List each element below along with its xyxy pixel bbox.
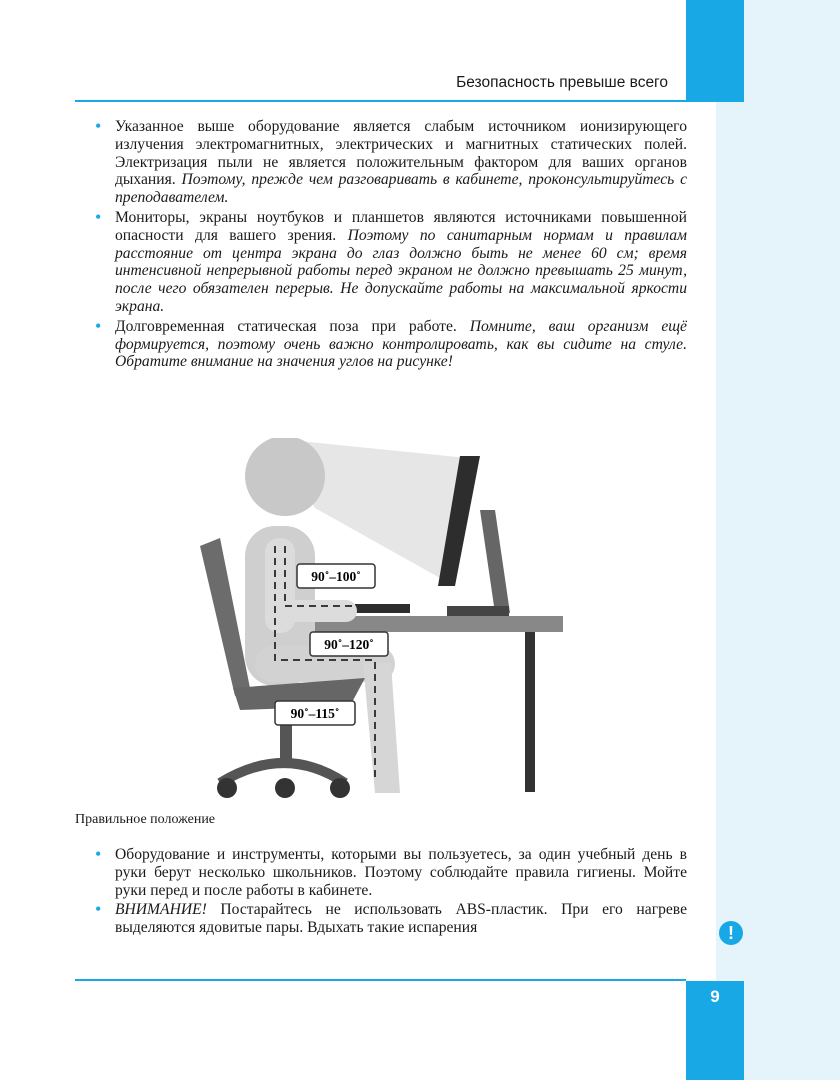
bullet-list-bottom [95, 846, 687, 939]
header-rule [75, 100, 686, 102]
chair-wheel [217, 778, 237, 798]
chair-wheel [330, 778, 350, 798]
head-shape [245, 438, 325, 516]
bullet-text: Долговременная статическая поза при работе. [115, 317, 470, 335]
bullet-list-top [95, 118, 687, 373]
posture-illustration [195, 438, 575, 808]
chair-wheel [275, 778, 295, 798]
top-tab [686, 0, 744, 102]
chair-back [200, 538, 250, 696]
list-item [95, 209, 687, 316]
monitor-stand [480, 510, 510, 613]
bullet-italic-text: Поэтому по санитарным нормам и правилам расстояние от центра экрана до глаз должно быть не менее 60 см; время интенсивной непрерывной работы перед экраном не должно превышать 25 минут, после чего обязателен перерыв. Не допускайте работы на максимальной яркости экрана. [115, 226, 687, 315]
list-item [95, 118, 687, 207]
knee-angle-label: 90˚–115˚ [290, 706, 340, 721]
bullet-text: Оборудование и инструменты, которыми вы пользуетесь, за один учебный день в руки берут несколько школьников. Поэтому соблюдайте правила гигиены. Мойте руки перед и после работы в кабинете. [115, 846, 687, 899]
hip-angle-label: 90˚–120˚ [324, 637, 374, 652]
lower-leg-shape [363, 663, 400, 793]
list-item [95, 318, 687, 371]
page-number-tab [686, 981, 744, 1080]
list-item [95, 901, 687, 937]
bullet-text: Указанное выше оборудование является слабым источником ионизирующего излучения электромагнитных, электрических и магнитных статических полей. Электризация пыли не является положительным фактором для ваших органов дыхания. [115, 118, 687, 189]
exclamation-icon: ! [719, 921, 743, 945]
elbow-angle-label: 90˚–100˚ [311, 569, 361, 584]
forearm-shape [275, 600, 357, 622]
page-header-title: Безопасность превыше всего [456, 74, 668, 91]
bullet-italic-text: Помните, ваш организм ещё формируется, поэтому очень важно контролировать, как вы сидите на стуле. Обратите внимание на значения углов на рисунке! [115, 317, 687, 371]
bullet-text: Мониторы, экраны ноутбуков и планшетов являются источниками повышенной опасности для вашего зрения. [115, 208, 687, 244]
monitor-base [447, 606, 509, 616]
warning-label: ВНИМАНИЕ! [115, 901, 207, 919]
figure-caption: Правильное положение [75, 812, 216, 827]
bullet-text: Постарайтесь не использовать ABS-пластик. При его нагреве выделяются ядовитые пары. Вдыхать такие испарения [115, 901, 687, 937]
side-strip [716, 0, 840, 1080]
keyboard [355, 604, 410, 613]
list-item [95, 846, 687, 899]
footer-rule [75, 979, 686, 981]
desk-leg [525, 632, 535, 792]
bullet-italic-text: Поэтому, прежде чем разговаривать в кабинете, проконсультируйтесь с преподавателем. [115, 171, 688, 207]
page-number: 9 [710, 987, 720, 1006]
